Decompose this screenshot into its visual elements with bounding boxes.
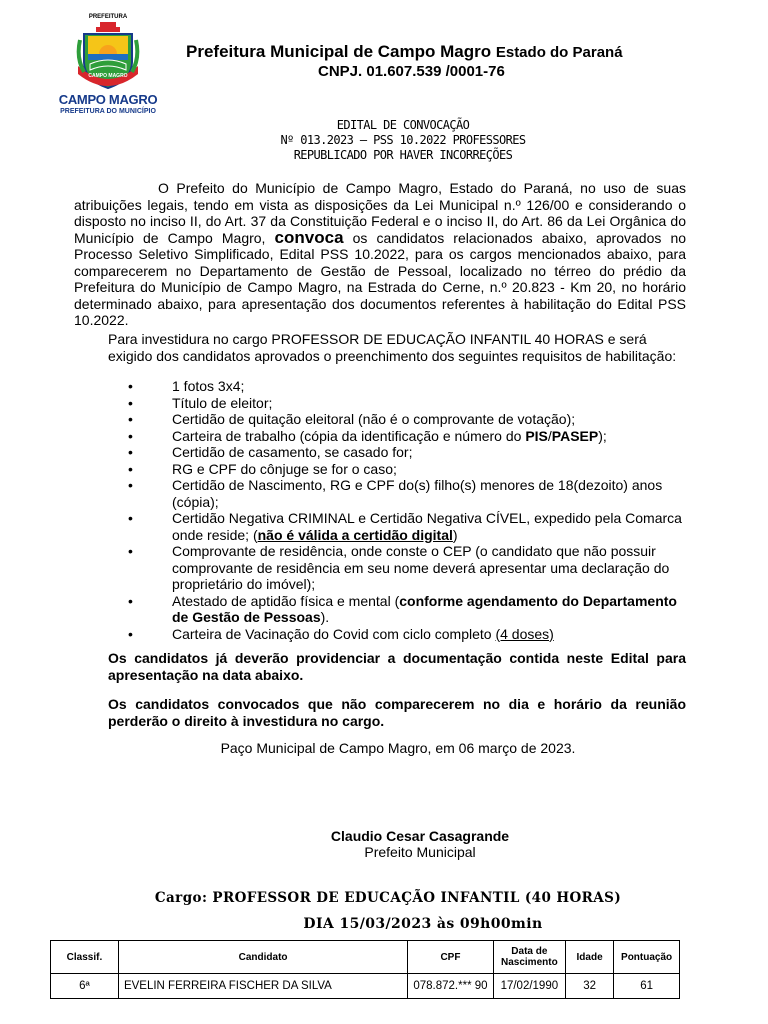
req-text: ); — [598, 427, 607, 444]
investiture-paragraph: Para investidura no cargo PROFESSOR DE EDUCAÇÃO INFANTIL 40 HORAS e será exigido dos candidatos aprovados o preenchimento dos seguintes requisitos de habilitação: — [108, 331, 677, 364]
req-text: Certidão Negativa CRIMINAL e Certidão Negativa CÍVEL, expedido pela Comarca onde reside; ( — [172, 510, 682, 543]
municipal-logo — [58, 14, 158, 118]
documentation-note: Os candidatos já deverão providenciar a documentação contida neste Edital para apresentação na data abaixo. — [108, 650, 686, 683]
cell-cpf: 078.872.*** 90 — [408, 974, 493, 999]
cell-data-nascimento: 17/02/1990 — [493, 974, 565, 999]
req-text: Carteira de trabalho (cópia da identificação e número do — [172, 427, 522, 444]
logo-top-text: PREFEITURA — [88, 14, 128, 20]
intro-after: os candidatos relacionados abaixo, aprovados no Processo Seletivo Simplificado, Edital PSS 10.2022, para os cargos mencionados abaixo, para comparecerem no Departamento de Gestão de Pessoal, localizado no térreo do prédio da Prefeitura do Município de Campo Magro, na Estrada do Cerne, n.º 20.823 - Km 20, no horário determinado abaixo, para apresentação dos documentos referentes à habilitação do Edital PSS 10.2022. — [74, 229, 687, 328]
edital-line-1: EDITAL DE CONVOCAÇÃO — [336, 118, 470, 132]
list-item — [108, 510, 686, 543]
col-header-idade: Idade — [566, 941, 614, 974]
list-item: • Certidão de Nascimento, RG e CPF do(s) filho(s) menores de 18(dezoito) anos (cópia); — [108, 477, 686, 510]
req-text: ) — [452, 526, 458, 543]
list-item — [108, 428, 686, 445]
col-header-cpf: CPF — [408, 941, 493, 974]
edital-line-3: REPUBLICADO POR HAVER INCORREÇÕES — [293, 148, 513, 162]
cnpj: CNPJ. 01.607.539 /0001-76 — [318, 63, 505, 80]
cargo-heading: Cargo: PROFESSOR DE EDUCAÇÃO INFANTIL (40 HORAS) — [154, 890, 622, 906]
list-item — [108, 626, 686, 643]
cell-candidato: EVELIN FERREIRA FISCHER DA SILVA — [118, 974, 407, 999]
table-row — [51, 974, 680, 999]
intro-paragraph — [74, 180, 686, 329]
list-item: • Certidão de casamento, se casado for; — [108, 444, 686, 461]
req-text: Atestado de aptidão física e mental ( — [172, 592, 400, 609]
list-item: • Título de eleitor; — [108, 395, 686, 412]
logo-subtitle: PREFEITURA DO MUNICÍPIO — [60, 108, 156, 115]
pasep-label: PASEP — [551, 427, 599, 444]
signature-name: Claudio Cesar Casagrande — [330, 828, 510, 844]
req-text: ). — [320, 609, 330, 625]
intro-before: O Prefeito do Município de Campo Magro, Estado do Paraná, no uso de suas atribuições legais, tendo em vista as disposições da Lei Municipal n.º 126/00 e considerando o disposto no inciso II, do Art. 37 da Constituição Federal e o inciso II, do Art. 86 da Lei Orgânica do Município de Campo Magro, — [74, 180, 686, 246]
edital-heading — [180, 118, 626, 163]
digital-warning: não é válida a certidão digital — [257, 526, 453, 543]
requirements-list — [108, 378, 686, 642]
logo-name: CAMPO MAGRO — [58, 92, 158, 107]
col-header-candidato: Candidato — [118, 941, 407, 974]
req-text: Carteira de Vacinação do Covid com ciclo completo — [172, 625, 492, 642]
place-date: Paço Municipal de Campo Magro, em 06 março de 2023. — [220, 740, 576, 756]
edital-line-2: Nº 013.2023 – PSS 10.2022 PROFESSORES — [280, 133, 526, 147]
convoca-keyword: convoca — [274, 227, 344, 247]
state-name: Estado do Paraná — [495, 44, 623, 61]
cell-idade: 32 — [566, 974, 614, 999]
pis-label: PIS — [525, 427, 548, 444]
date-time-heading: DIA 15/03/2023 às 09h00min — [303, 916, 543, 932]
list-item: • RG e CPF do cônjuge se for o caso; — [108, 461, 686, 478]
municipality-title: Prefeitura Municipal de Campo Magro — [186, 42, 492, 61]
list-item: • Certidão de quitação eleitoral (não é o comprovante de votação); — [108, 411, 686, 428]
cell-classif: 6ª — [51, 974, 119, 999]
candidates-table — [50, 940, 680, 999]
list-item: • 1 fotos 3x4; — [108, 378, 686, 395]
col-header-classif: Classif. — [51, 941, 119, 974]
doses-note: (4 doses) — [495, 625, 554, 642]
absence-note: Os candidatos convocados que não comparecerem no dia e horário da reunião perderão o direito à investidura no cargo. — [108, 696, 686, 729]
scheduling-note: conforme agendamento do Departamento de Gestão de Pessoas — [172, 592, 677, 625]
logo-banner-text: CAMPO MAGRO — [88, 73, 128, 79]
coat-of-arms-icon — [76, 22, 140, 92]
cell-pontuacao: 61 — [614, 974, 680, 999]
list-item: • Comprovante de residência, onde conste o CEP (o candidato que não possuir comprovante de residência em seu nome deverá apresentar uma declaração do proprietário do imóvel); — [108, 543, 686, 593]
list-item — [108, 593, 686, 626]
col-header-pontuacao: Pontuação — [614, 941, 680, 974]
col-header-data-nascimento: Data de Nascimento — [493, 941, 565, 974]
signature-role: Prefeito Municipal — [364, 844, 476, 860]
page-title — [186, 42, 623, 62]
req-text: / — [547, 427, 552, 444]
table-header-row — [51, 941, 680, 974]
